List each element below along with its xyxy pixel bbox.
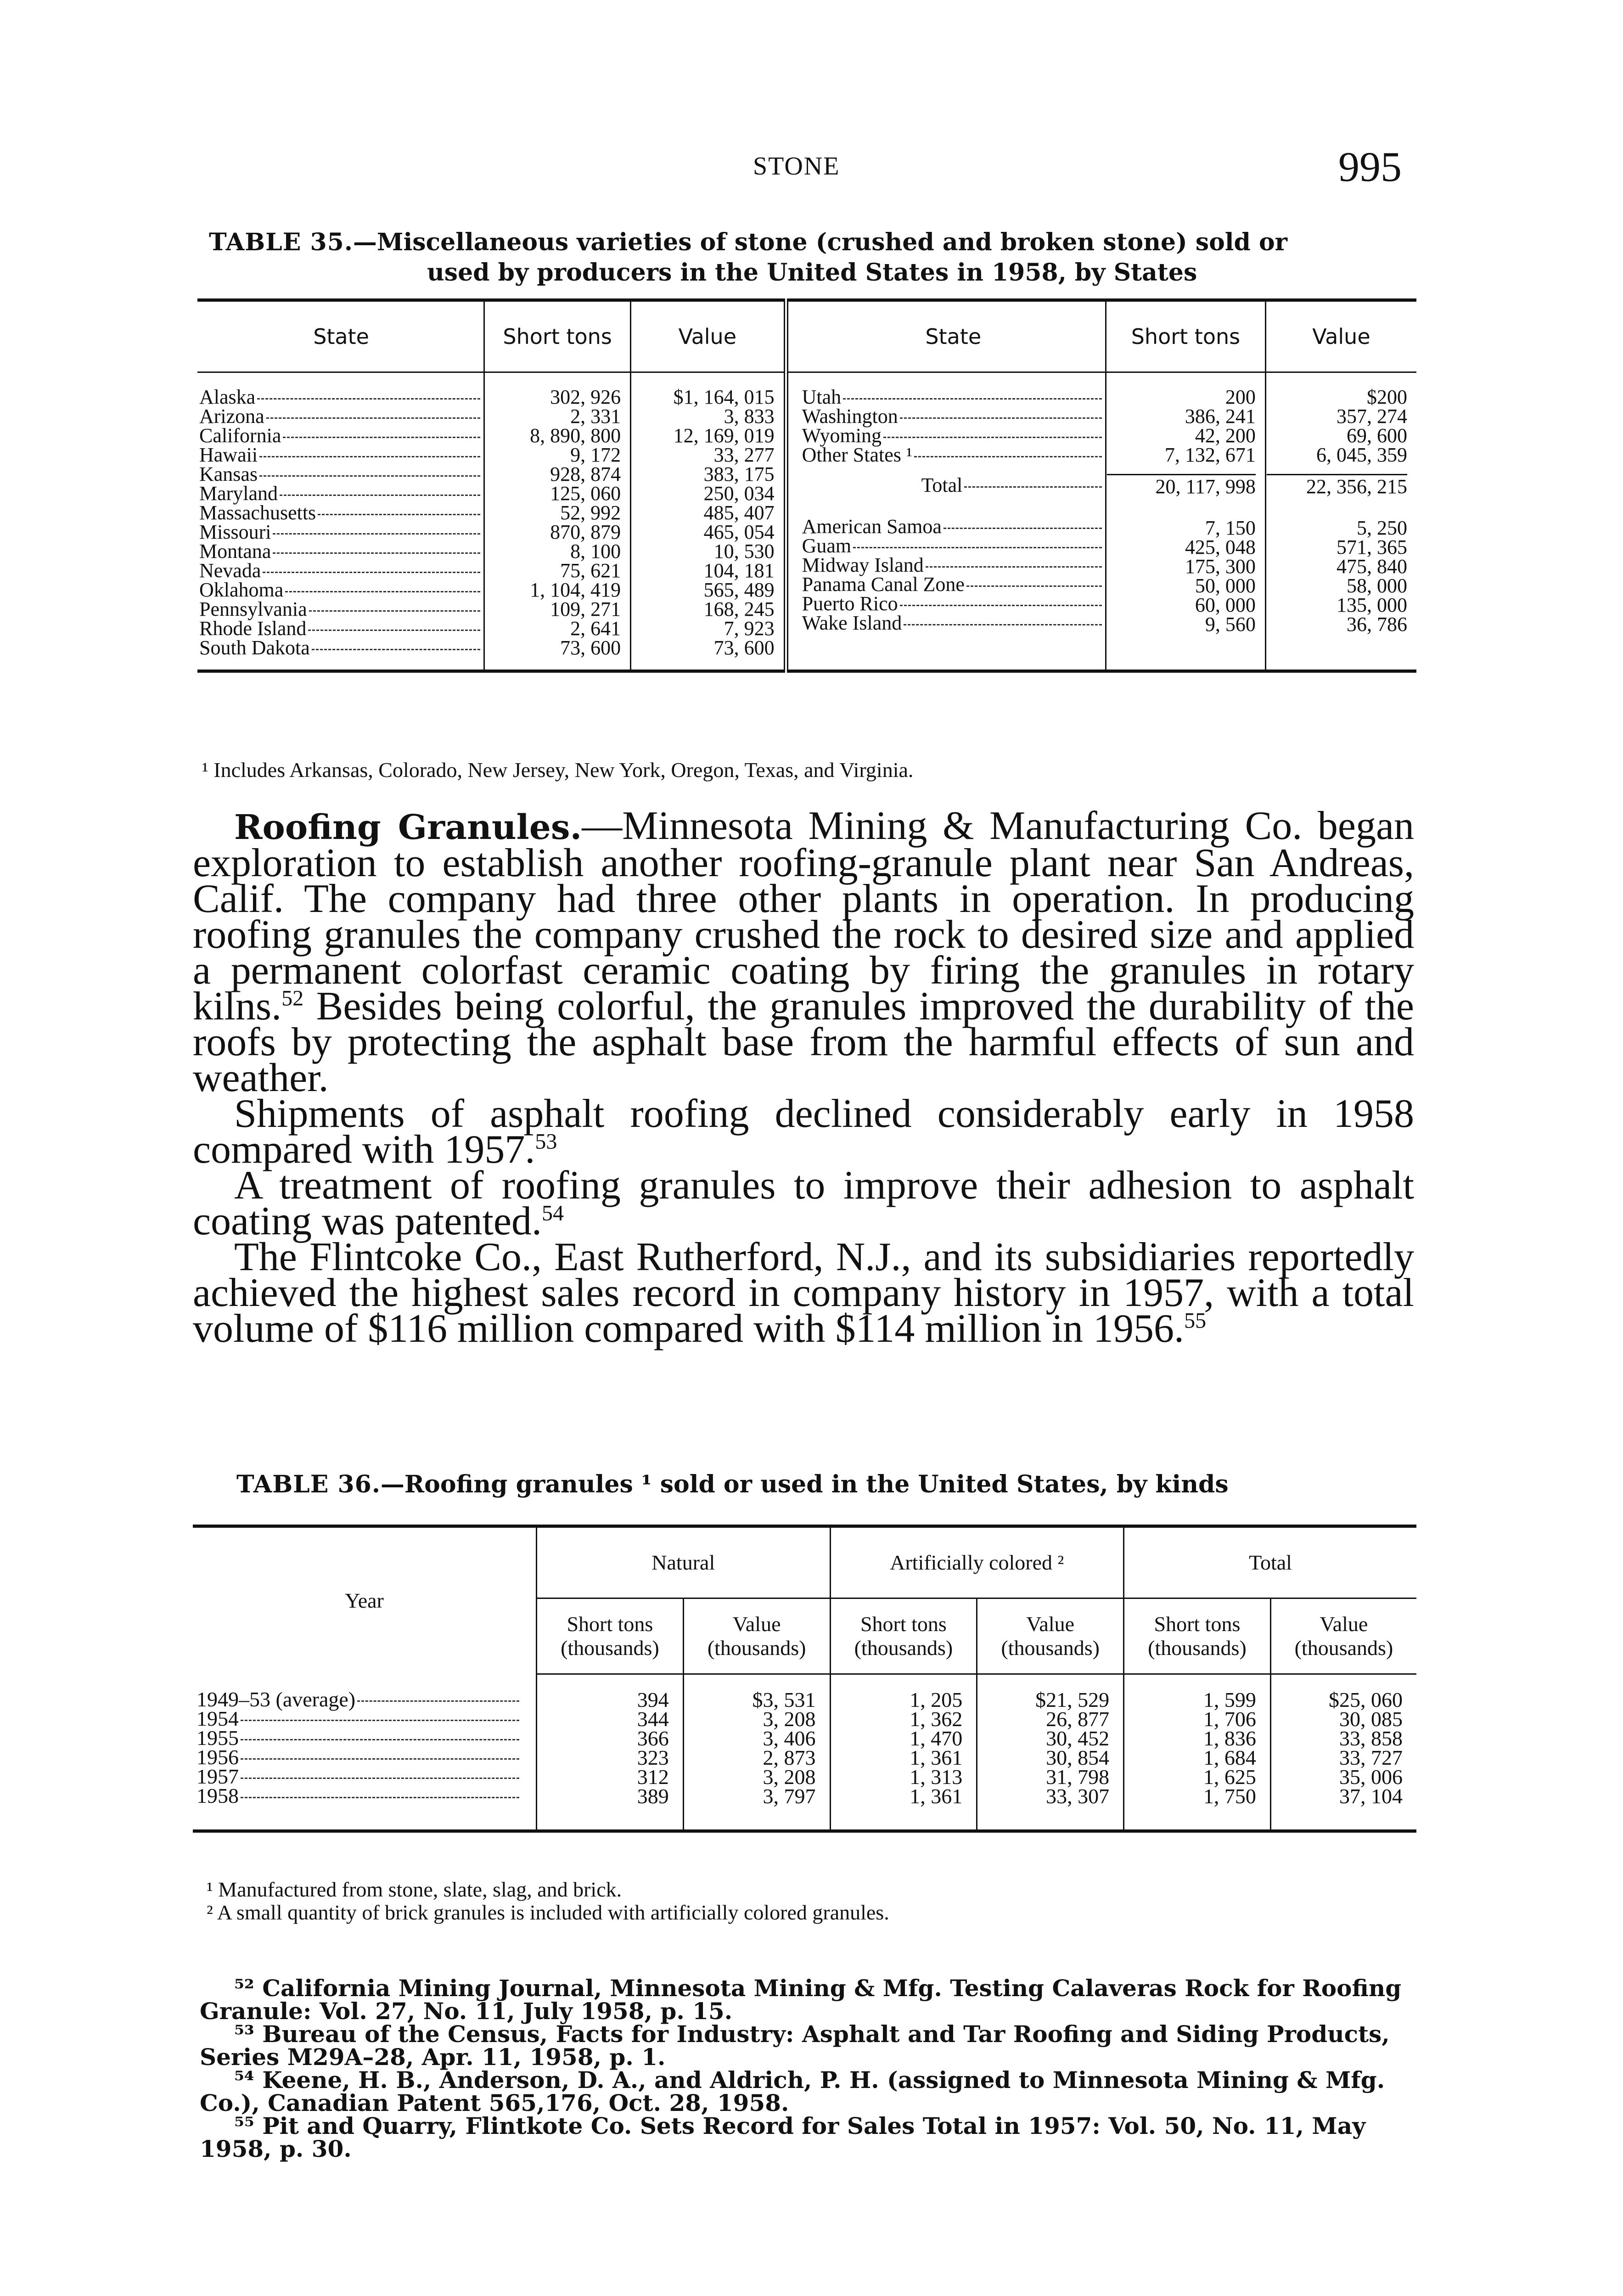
table-35-state-name: Wake Island <box>802 612 1105 631</box>
table-35-short-tons: 928, 874 <box>550 463 621 485</box>
table-36-cell: 1, 362 <box>910 1707 963 1731</box>
table-35-value: 6, 045, 359 <box>1316 444 1407 466</box>
table-36-cell: 37, 104 <box>1339 1784 1403 1808</box>
footnote-ref-55: 55 <box>1184 1308 1207 1333</box>
table-36-cell: 323 <box>637 1746 669 1769</box>
table-35-value: 565, 489 <box>703 579 775 601</box>
table-35-value: 485, 407 <box>703 501 775 524</box>
table-35-total-tons: 20, 117, 998 <box>1107 474 1256 495</box>
table-35-value: 73, 600 <box>713 636 775 659</box>
table-35-short-tons: 52, 992 <box>560 501 621 524</box>
table-36-year: 1958 <box>197 1784 522 1804</box>
table-35-short-tons: 175, 300 <box>1185 555 1256 578</box>
table-36-cell: 1, 313 <box>910 1765 963 1789</box>
table-35-short-tons: 870, 879 <box>550 521 621 543</box>
table-35-short-tons: 1, 104, 419 <box>530 579 621 601</box>
table-36-total-tons <box>1124 1674 1271 1831</box>
table-35-state-name: Other States ¹ <box>802 444 1105 463</box>
table-36-cell: 1, 625 <box>1203 1765 1256 1789</box>
table-35-value: 7, 923 <box>724 617 775 640</box>
table-36-cell: 389 <box>637 1784 669 1808</box>
table-36-natural-tons <box>537 1674 684 1831</box>
table-35-value: 135, 000 <box>1337 594 1407 616</box>
table-35-short-tons: 7, 132, 671 <box>1164 444 1256 466</box>
table-35-state-name: Pennsylvania <box>199 598 483 617</box>
table-35-short-tons: 302, 926 <box>550 386 621 408</box>
table-35-value: 36, 786 <box>1347 613 1407 636</box>
table-36-cell: 3, 208 <box>763 1707 816 1731</box>
table-35-state-name: Alaska <box>199 386 483 405</box>
table-35-header-short-tons: Short tons <box>484 300 631 372</box>
table-36-cell: 30, 452 <box>1046 1727 1110 1750</box>
table-36-cell: $25, 060 <box>1329 1688 1403 1711</box>
table-35-state-name: California <box>199 424 483 444</box>
table-35-right-values <box>1265 372 1416 671</box>
table-36-year: 1949–53 (average) <box>197 1688 522 1707</box>
reference-55: ⁵⁵ Pit and Quarry, Flintkote Co. Sets Record for Sales Total in 1957: Vol. 50, No. 11, May 1958, p. 30. <box>200 2112 1366 2162</box>
table-35-right-states <box>786 372 1106 671</box>
table-35-title-line1: —Miscellaneous varieties of stone (crushed and broken stone) sold or <box>353 228 1288 256</box>
table-35-state-name: Panama Canal Zone <box>802 573 1105 592</box>
table-35-value: 465, 054 <box>703 521 775 543</box>
table-35-state-name: Kansas <box>199 463 483 482</box>
table-35-value: 250, 034 <box>703 482 775 505</box>
table-36-year: 1956 <box>197 1746 522 1765</box>
table-36-cell: 366 <box>637 1727 669 1750</box>
table-35-short-tons: 7, 150 <box>1205 517 1256 539</box>
table-36-footnote-2: ² A small quantity of brick granules is included with artificially colored granules. <box>207 1901 889 1924</box>
table-36-cell: 30, 854 <box>1046 1746 1110 1769</box>
table-36-footnote-1: ¹ Manufactured from stone, slate, slag, and brick. <box>207 1878 622 1901</box>
table-35-state-name: Rhode Island <box>199 617 483 636</box>
table-35-short-tons: 125, 060 <box>550 482 621 505</box>
table-35-short-tons: 9, 172 <box>570 444 621 466</box>
table-35-value: 10, 530 <box>713 540 775 563</box>
table-35-value: 69, 600 <box>1347 424 1407 447</box>
footnote-ref-52: 52 <box>281 986 304 1011</box>
table-35-body <box>197 372 1416 671</box>
table-35-state-name: Missouri <box>199 521 483 540</box>
table-35-left-states <box>197 372 484 671</box>
table-35-state-name: Massachusetts <box>199 501 483 521</box>
table-35-state-name: Wyoming <box>802 424 1105 444</box>
table-36-footnotes <box>197 1878 1419 1924</box>
table-36-cell: 33, 307 <box>1046 1784 1110 1808</box>
table-35-header-row <box>197 300 1416 372</box>
table-36-year: 1954 <box>197 1707 522 1727</box>
table-36-header-artificial: Artificially colored ² <box>830 1526 1124 1598</box>
table-35-value: 33, 277 <box>713 444 775 466</box>
table-35-left-values <box>631 372 786 671</box>
table-35-label: TABLE 35. <box>209 228 353 256</box>
table-36-cell: 33, 858 <box>1339 1727 1403 1750</box>
table-36-sub-header: Short tons (thousands) <box>830 1598 977 1674</box>
table-35-state-name: Arizona <box>199 405 483 424</box>
table-35-value: 571, 365 <box>1337 536 1407 558</box>
table-36-cell: 1, 470 <box>910 1727 963 1750</box>
table-36-cell: 1, 599 <box>1203 1688 1256 1711</box>
table-35-value: 383, 175 <box>703 463 775 485</box>
table-36-cell: 2, 873 <box>763 1746 816 1769</box>
table-36-cell: 33, 727 <box>1339 1746 1403 1769</box>
table-35-state-name: American Samoa <box>802 515 1105 535</box>
table-35-state-name: Washington <box>802 405 1105 424</box>
table-35-state-name: South Dakota <box>199 636 483 656</box>
table-35-value: $200 <box>1367 386 1407 408</box>
table-36-sub-header: Value (thousands) <box>1270 1598 1416 1674</box>
table-35-value: 168, 245 <box>703 598 775 620</box>
table-36-cell: 1, 706 <box>1203 1707 1256 1731</box>
table-35 <box>197 298 1416 673</box>
paragraph-roofing-granules: Roofing Granules.—Minnesota Mining & Manufacturing Co. began exploration to establish another roofing-granule plant near San Andreas, Calif. The company had three other plants in operation. In producing roofing granules the company crushed the rock to desired size and applied a permanent colorfast ceramic coating by firing the granules in rotary kilns.$^{52}$ Besides being colorful, the granules improved the durability of the roofs by protecting the asphalt base from the harmful effects of sun and weather. <box>193 804 1414 1100</box>
table-36-header-natural: Natural <box>537 1526 831 1598</box>
table-36-cell: 26, 877 <box>1046 1707 1110 1731</box>
table-35-short-tons: 8, 100 <box>570 540 621 563</box>
table-36-cell: 1, 361 <box>910 1784 963 1808</box>
table-35-state-name: Guam <box>802 535 1105 554</box>
table-36-artificial-value <box>977 1674 1124 1831</box>
table-35-value: 5, 250 <box>1357 517 1407 539</box>
table-36-header-year: Year <box>345 1589 384 1613</box>
table-36-cell: $3, 531 <box>752 1688 816 1711</box>
table-36-cell: 344 <box>637 1707 669 1731</box>
table-36-cell: 3, 406 <box>763 1727 816 1750</box>
table-35-state-name: Nevada <box>199 559 483 579</box>
table-35-short-tons: 425, 048 <box>1185 536 1256 558</box>
table-35-short-tons: 9, 560 <box>1205 613 1256 636</box>
table-36-year: 1957 <box>197 1765 522 1784</box>
table-35-short-tons: 386, 241 <box>1185 405 1256 428</box>
table-36 <box>193 1525 1416 1833</box>
table-36-cell: 3, 208 <box>763 1765 816 1789</box>
table-35-left-tons <box>484 372 631 671</box>
table-35-short-tons: 8, 890, 800 <box>530 424 621 447</box>
table-35-value: $1, 164, 015 <box>673 386 775 408</box>
table-36-cell: 3, 797 <box>763 1784 816 1808</box>
body-text <box>193 804 1414 1351</box>
table-35-value: 475, 840 <box>1337 555 1407 578</box>
table-36-cell: 1, 684 <box>1203 1746 1256 1769</box>
table-35-title <box>209 227 1287 288</box>
table-35-total-value: 22, 356, 215 <box>1267 474 1407 495</box>
reference-52: ⁵² California Mining Journal, Minnesota Mining & Mfg. Testing Calaveras Rock for Roofing Granule: Vol. 27, No. 11, July 1958, p. 15. <box>200 1975 1402 2025</box>
footnote-ref-53: 53 <box>535 1129 557 1154</box>
table-36-title-text: —Roofing granules ¹ sold or used in the United States, by kinds <box>380 1470 1229 1498</box>
table-35-state-name: Puerto Rico <box>802 592 1105 612</box>
table-35-header-short-tons-2: Short tons <box>1106 300 1265 372</box>
reference-53: ⁵³ Bureau of the Census, Facts for Industry: Asphalt and Tar Roofing and Siding Products, Series M29A–28, Apr. 11, 1958, p. 1. <box>200 2020 1390 2071</box>
table-35-right-tons <box>1106 372 1265 671</box>
table-35-state-name: Utah <box>802 386 1105 405</box>
table-36-cell: 31, 798 <box>1046 1765 1110 1789</box>
table-35-short-tons: 200 <box>1225 386 1256 408</box>
table-36-year: 1955 <box>197 1727 522 1746</box>
table-35-title-line2: used by producers in the United States in 1958, by States <box>427 259 1197 287</box>
table-35-header-state: State <box>197 300 484 372</box>
references <box>200 1977 1416 2161</box>
table-36-natural-value <box>683 1674 830 1831</box>
footnote-ref-54: 54 <box>541 1201 564 1226</box>
table-36-cell: 1, 750 <box>1203 1784 1256 1808</box>
table-35-header-value-2: Value <box>1265 300 1416 372</box>
running-head: STONE <box>753 152 840 180</box>
paragraph-treatment: A treatment of roofing granules to improve their adhesion to asphalt coating was patented.$^{54}$ <box>193 1163 1414 1244</box>
table-35-state-name: Hawaii <box>199 444 483 463</box>
table-35-total-label: Total <box>802 474 1105 493</box>
paragraph-flintcoke: The Flintcoke Co., East Rutherford, N.J., and its subsidiaries reportedly achieved the highest sales record in company history in 1957, with a total volume of $116 million compared with $114 million in 1956.55 <box>193 1235 1414 1351</box>
table-36-sub-header: Short tons (thousands) <box>537 1598 684 1674</box>
table-35-short-tons: 109, 271 <box>550 598 621 620</box>
table-35-short-tons: 50, 000 <box>1195 574 1256 597</box>
table-35-header-value: Value <box>631 300 786 372</box>
table-36-years <box>193 1674 537 1831</box>
table-35-value: 58, 000 <box>1347 574 1407 597</box>
table-35-short-tons: 42, 200 <box>1195 424 1256 447</box>
table-35-value: 12, 169, 019 <box>673 424 775 447</box>
table-36-sub-header: Value (thousands) <box>977 1598 1124 1674</box>
table-35-value: 3, 833 <box>724 405 775 428</box>
table-36-cell: 35, 006 <box>1339 1765 1403 1789</box>
table-35-header-state-2: State <box>786 300 1106 372</box>
table-36-cell: 394 <box>637 1688 669 1711</box>
paragraph-shipments: Shipments of asphalt roofing declined considerably early in 1958 compared with 1957.53 <box>193 1092 1414 1172</box>
table-35-short-tons: 73, 600 <box>560 636 621 659</box>
table-36-total-value <box>1270 1674 1416 1831</box>
table-35-value: 104, 181 <box>703 559 775 582</box>
table-36-cell: 1, 361 <box>910 1746 963 1769</box>
table-35-footnote: ¹ Includes Arkansas, Colorado, New Jersey, New York, Oregon, Texas, and Virginia. <box>202 758 914 782</box>
table-35-state-name: Oklahoma <box>199 579 483 598</box>
table-35-short-tons: 60, 000 <box>1195 594 1256 616</box>
table-36-cell: 30, 085 <box>1339 1707 1403 1731</box>
table-35-short-tons: 2, 641 <box>570 617 621 640</box>
table-36-cell: 312 <box>637 1765 669 1789</box>
page-number: 995 <box>1338 143 1402 190</box>
table-35-state-name: Maryland <box>199 482 483 501</box>
table-36-label: TABLE 36. <box>236 1470 381 1498</box>
section-heading: Roofing Granules. <box>234 808 582 847</box>
table-36-sub-header: Value (thousands) <box>683 1598 830 1674</box>
table-35-state-name: Montana <box>199 540 483 559</box>
table-36-body <box>193 1674 1416 1831</box>
table-36-title <box>236 1469 1229 1500</box>
reference-54: ⁵⁴ Keene, H. B., Anderson, D. A., and Aldrich, P. H. (assigned to Minnesota Mining & Mfg. Co.), Canadian Patent 565,176, Oct. 28, 1958. <box>200 2066 1385 2116</box>
table-35-short-tons: 75, 621 <box>560 559 621 582</box>
table-36-artificial-tons <box>830 1674 977 1831</box>
table-35-state-name: Midway Island <box>802 554 1105 573</box>
table-36-cell: $21, 529 <box>1035 1688 1110 1711</box>
table-35-short-tons: 2, 331 <box>570 405 621 428</box>
table-36-cell: 1, 205 <box>910 1688 963 1711</box>
table-35-value: 357, 274 <box>1337 405 1407 428</box>
table-36-header-total: Total <box>1124 1526 1416 1598</box>
table-36-cell: 1, 836 <box>1203 1727 1256 1750</box>
table-36-sub-header: Short tons (thousands) <box>1124 1598 1271 1674</box>
